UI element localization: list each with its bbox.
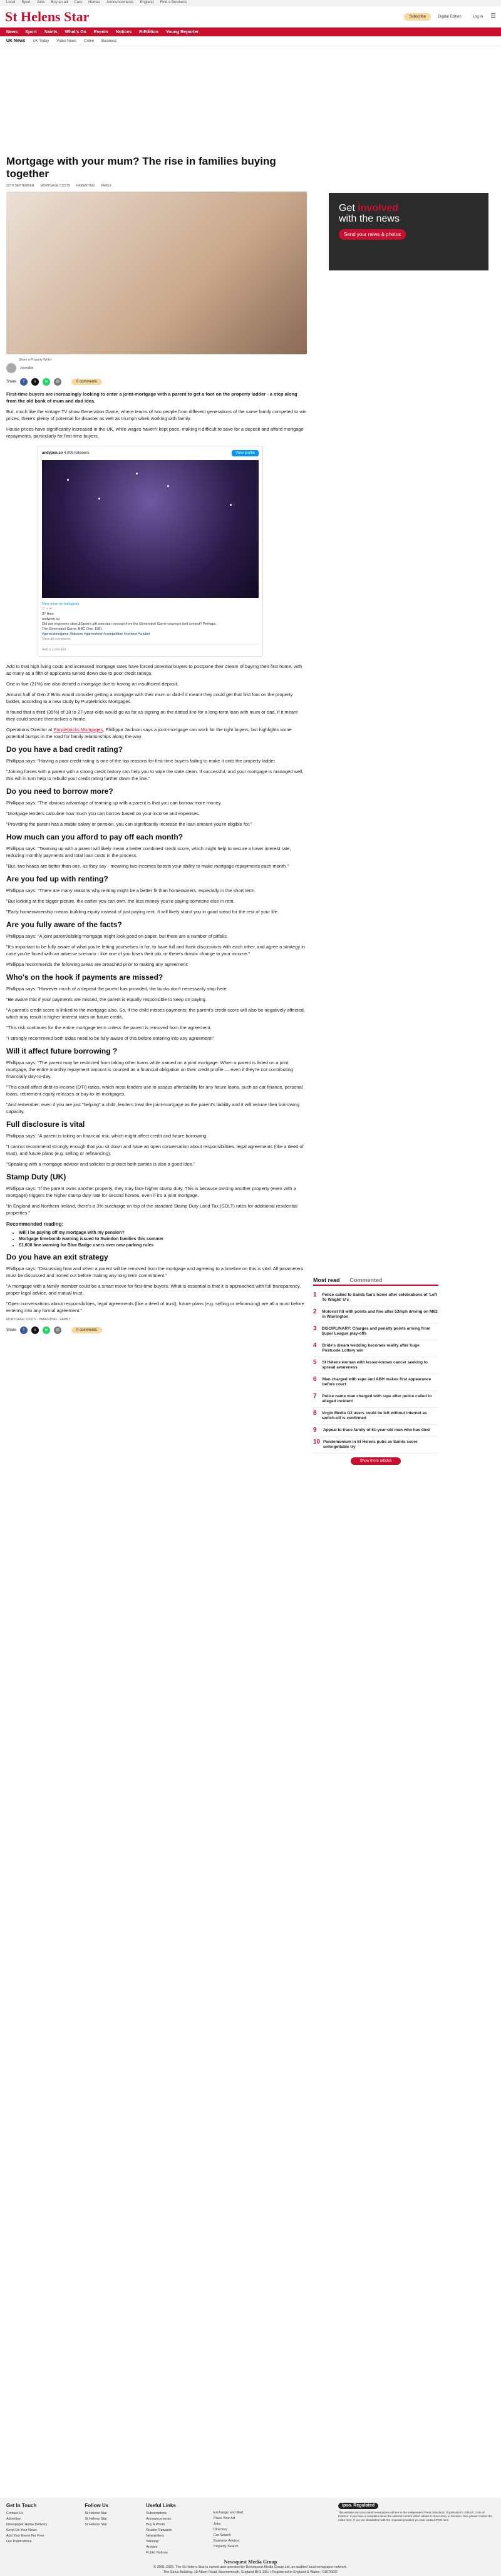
article-meta: [6, 184, 307, 188]
paragraph: Phillippa says: "The parent may be restricted from taking other loans while named on a joint mortgage. When a parent is listed on a joint mortgage, the entire monthly repayment amount is counted as a financial obligation on their credit profile — even if they're not contributing financially day-to-day.: [6, 1060, 293, 1079]
footer-link[interactable]: Exchange and Mart: [213, 2511, 244, 2515]
newsquest-logo[interactable]: Newsquest Media Group: [224, 2559, 277, 2565]
paragraph: "Open conversations about responsibilities, legal agreements (like a deed of trust), future plans (e.g. selling or refinancing) are all a must before entering into any formal agreement.": [6, 1301, 304, 1313]
footer-link[interactable]: Directory: [213, 2528, 227, 2532]
send-news-promo: Get involved with the news Send your news & photos: [329, 193, 488, 270]
paragraph: "Joining forces with a parent with a strong credit history can help you to wipe the slate clean. If successful, and your mortgage is managed well, this will in turn help to rebuild your credit rating further down the line.": [6, 769, 304, 781]
whatsapp-icon[interactable]: w: [43, 1326, 50, 1334]
most-read-item[interactable]: [313, 1340, 438, 1357]
most-read-title[interactable]: DISCIPLINARY: Charges and penalty points arising from Super League play-offs: [321, 1326, 431, 1336]
paragraph: Operations Director at Purplebricks Mortgages, Phillippa Jackson says a joint-mortgage can work for the right buyers, but highlights some potential bumps in the road for family relationships along the way.: [6, 727, 292, 739]
recommended-link[interactable]: • £1,600 fine warning for Blue Badge users over new parking rules: [19, 1243, 307, 1248]
footer-col-follow: [85, 2503, 108, 2556]
x-icon[interactable]: x: [31, 378, 39, 386]
sub-nav-item[interactable]: Business: [101, 39, 117, 43]
subheading: Who's on the hook if payments are missed?: [6, 973, 163, 982]
footer-link[interactable]: Car Search: [213, 2533, 231, 2537]
tag[interactable]: FAMILY: [59, 1318, 71, 1321]
nav-item[interactable]: Events: [93, 29, 108, 34]
most-read-item[interactable]: [313, 1408, 438, 1425]
most-read-title[interactable]: Motorist hit with points and fine after 53mph driving on M62 in Warrington: [322, 1310, 438, 1319]
ipso-block: [338, 2503, 495, 2556]
paragraph: "A parent's credit score is linked to the mortgage also. So, if the child misses payments, the parent's credit score will also be negatively affected, which may result in higher interest rates on future credit.: [6, 1007, 305, 1020]
share-label: Share: [6, 380, 17, 384]
paragraph: Phillippa says: "Discussing how and when a parent will be removed from the mortgage and agreeing to a timeline on this is vital. All parameters must be discussed and ironed out before making any long term commitment.": [6, 1266, 304, 1278]
author-name[interactable]: Journalist: [20, 366, 34, 370]
tag[interactable]: MORTGAGE COSTS: [40, 184, 71, 188]
topbar-link[interactable]: Homes: [88, 1, 101, 4]
most-read-item[interactable]: [313, 1357, 438, 1374]
most-read-title[interactable]: St Helens woman with lesser-known cancer seeking to spread awareness: [322, 1360, 428, 1370]
footer-link[interactable]: Sitemap: [146, 2540, 159, 2543]
footer-link[interactable]: St Helens Star: [85, 2517, 107, 2521]
most-read-item[interactable]: [313, 1290, 438, 1306]
tab-most-read[interactable]: Most read: [313, 1277, 340, 1283]
rank-number: 4: [313, 1342, 317, 1349]
subheading: Do you need to borrow more?: [6, 787, 113, 796]
top-utility-bar: [0, 0, 501, 6]
footer-link[interactable]: Property Search: [213, 2545, 239, 2548]
whatsapp-icon[interactable]: w: [43, 378, 50, 386]
most-read-item[interactable]: [313, 1425, 438, 1437]
most-read-title[interactable]: Pandemonium in St Helens pubs as Saints score unforgettable try: [323, 1440, 418, 1449]
add-comment-input[interactable]: Add a comment...: [42, 644, 259, 652]
paragraph: It found that a third (35%) of 18 to 27-year-olds would go as far as signing on the dotted line for a long-term loan with mum or dad, if it meant they could secure themselves a home.: [6, 709, 298, 722]
paragraph: Phillippa says: "A joint parent/sibling mortgage might look good on paper, but there are a number of pitfalls.: [6, 933, 229, 939]
show-more-button[interactable]: Show more articles: [351, 1457, 401, 1465]
rank-number: 1: [313, 1291, 317, 1298]
comments-button[interactable]: 0 comments: [71, 379, 102, 385]
footer-col-links: [146, 2503, 176, 2556]
digital-edition-button[interactable]: Digital Edition: [438, 14, 462, 19]
footer-col-contact: [6, 2503, 47, 2556]
footer-heading: Useful Links: [146, 2503, 176, 2508]
most-read-title[interactable]: Virgin Media O2 users could be left without internet as switch-off is confirmed: [321, 1411, 427, 1420]
subheading: Do you have an exit strategy: [6, 1253, 108, 1261]
topbar-link[interactable]: Jobs: [36, 1, 45, 4]
paragraph: Add to that high living costs and increased mortgage rates have forced potential buyers to postpone their dream of buying their first home, with as many as a fifth of applicants turned down due to poor credit ratings.: [6, 664, 302, 676]
most-read-list: [313, 1290, 438, 1454]
paragraph: "And remember, even if you are just "helping" a child, lenders treat the joint-mortgage as the parent's liability and it will reduce their borrowing capacity.: [6, 1102, 299, 1114]
instagram-likes: 37 likes: [42, 612, 54, 616]
paragraph: "It's important to be fully aware of what you're letting yourselves in for, to have full and frank discussions with each other, and agree a strategy in case you're faced with an adverse scenario - like one of you loses their job, or there's drastic change to your income.": [6, 944, 306, 957]
instagram-hashtags[interactable]: #generationgame #bbcone #gameshow #competition #contest #cricket: [42, 632, 150, 636]
paragraph: "A mortgage with a family member could be a smart move for first-time buyers. What is essential is that it is approached with full transparency, proper legal advice, and mutual trust.: [6, 1283, 301, 1296]
most-read-item[interactable]: [313, 1323, 438, 1340]
email-icon[interactable]: @: [54, 378, 61, 386]
topbar-link[interactable]: Local: [6, 1, 16, 4]
footer-link[interactable]: St Helens Star: [85, 2523, 107, 2527]
recommended-link[interactable]: • Will I be paying off my mortgage with my pension?: [19, 1231, 307, 1235]
paragraph: "I cannot recommend strongly enough that you sit down and have an open conversation about responsibilities, legal agreements (like a deed of trust), and future plans (e.g. selling or refinancing).: [6, 1144, 304, 1156]
view-more-link[interactable]: View more on Instagram: [42, 602, 80, 606]
paragraph: "Speaking with a mortgage advisor and solicitor to protect both parties is also a good idea.": [6, 1161, 195, 1167]
section-title[interactable]: UK News: [6, 39, 26, 43]
paragraph: But, much like the vintage TV show Generation Game, where teams of two people from different generations of the same family competed to win prizes, there's plenty of potential for disaster as well as triumph when working with family.: [6, 409, 307, 421]
paragraph: Phillippa says: "There are many reasons why renting might be a better fit than homeowners, especially in the short term.: [6, 888, 256, 893]
paragraph: "Mortgage lenders calculate how much you can borrow based on your income and expenses.: [6, 811, 200, 816]
sub-nav-item[interactable]: Video News: [56, 39, 77, 43]
paragraph: "Providing the parent has a stable salary or pension, you can significantly increase the loan amount you're eligible for.": [6, 821, 252, 827]
paragraph: "But looking at the bigger picture, the earlier you can own, the less money you're paying someone else in rent.: [6, 898, 235, 904]
subheading: Are you fully aware of the facts?: [6, 920, 122, 929]
topbar-link[interactable]: Find a Business: [160, 1, 187, 4]
purplebricks-link[interactable]: Purplebricks Mortgages: [53, 727, 103, 732]
rank-number: 10: [313, 1439, 321, 1445]
footer-link[interactable]: Place Your Ad: [213, 2517, 235, 2520]
most-read-item[interactable]: [313, 1374, 438, 1391]
share-label: Share: [6, 1328, 17, 1332]
share-bar: [6, 378, 307, 386]
most-read-title[interactable]: Bride's dream wedding becomes reality after huge Postcode Lottery win: [322, 1343, 420, 1353]
lead-paragraph: First-time buyers are increasingly looking to enter a joint-mortgage with a parent to get a foot on the property ladder - a step along from the old bank of mum and dad idea.: [6, 391, 297, 404]
footer-bottom: [6, 2560, 495, 2575]
tag[interactable]: FAMILY: [100, 184, 112, 188]
topbar-link[interactable]: England: [140, 1, 154, 4]
paragraph: "Early homeownership means building equity instead of just paying rent. It will likely stand you in good stead for the rest of your life.: [6, 909, 279, 915]
paragraph: Phillippa says: "Teaming up with a parent will likely mean a better combined credit score, which might help to secure a lower interest rate, reducing monthly payments and total loan costs in the process.: [6, 846, 291, 858]
nav-item[interactable]: Notices: [115, 29, 132, 34]
author-block: [6, 363, 307, 373]
avatar: [6, 363, 16, 373]
paragraph: Phillippa says: "The obvious advantage of teaming up with a parent is that you can borrow more money.: [6, 800, 222, 806]
tag[interactable]: PARENTING: [76, 184, 95, 188]
footer-link[interactable]: Contact Us: [6, 2512, 24, 2515]
sub-nav: [0, 36, 501, 46]
main-nav: [0, 28, 501, 36]
footer-link[interactable]: Public Notices: [146, 2551, 168, 2555]
nav-item[interactable]: What's On: [65, 29, 86, 34]
most-read-item[interactable]: [313, 1391, 438, 1408]
paragraph: One in five (21%) are also denied a mortgage due to having an insufficient deposit.: [6, 681, 178, 687]
instagram-followers: 4,009 followers: [64, 451, 90, 455]
footer-link[interactable]: St Helens Star: [85, 2512, 107, 2515]
instagram-handle[interactable]: andypen.co: [42, 451, 63, 455]
footer-link[interactable]: Add Your Event For Free: [6, 2534, 44, 2538]
rank-number: 6: [313, 1376, 317, 1383]
paragraph: Phillippa says: "Having a poor credit rating is one of the top reasons for first-time buyers failing to make it onto the property ladder.: [6, 758, 276, 764]
rank-number: 7: [313, 1393, 317, 1400]
rank-number: 5: [313, 1359, 317, 1366]
subheading: Will it affect future borrowing ?: [6, 1047, 118, 1055]
topbar-link[interactable]: Sport: [21, 1, 31, 4]
facebook-icon[interactable]: f: [20, 1326, 28, 1334]
recommended-title: Recommended reading:: [6, 1221, 64, 1227]
nav-item[interactable]: News: [6, 29, 18, 34]
paragraph: "This risk continues for the entire mortgage term unless the parent is removed from the agreement.: [6, 1025, 212, 1030]
footer: [0, 2498, 501, 2576]
tab-commented[interactable]: Commented: [349, 1277, 383, 1283]
header-actions: [404, 13, 496, 21]
paragraph: "This could affect debt-to-income (DTI) ratios, which most lenders use to assess affordability for any future loans, such as car finance, personal loans, retirement equity releases or buy-to-let mortgages.: [6, 1084, 303, 1097]
hero-image: [6, 192, 307, 362]
tag[interactable]: MORTGAGE COSTS: [6, 1318, 36, 1321]
instagram-embed: [38, 446, 263, 657]
menu-icon[interactable]: ☰: [490, 13, 496, 20]
most-read-title[interactable]: Police name man charged with rape after police called to alleged incident: [322, 1394, 432, 1403]
nav-item[interactable]: Sport: [25, 29, 37, 34]
recommended-link[interactable]: • Mortgage timebomb warning issued to Swindon families this summer: [19, 1237, 307, 1241]
footer-link[interactable]: Announcements: [146, 2517, 171, 2521]
subheading: How much can you afford to pay off each month?: [6, 833, 183, 841]
paragraph: Phillippa says: "If the parent owns another property, they may face higher stamp duty. This is because owning another property (even with a mortgage) triggers the higher stamp duty rate for second homes, even if it's a joint mortgage.: [6, 1186, 296, 1198]
share-bar-bottom: [6, 1326, 307, 1334]
topbar-link[interactable]: Buy an ad: [51, 1, 68, 4]
footer-heading: Follow Us: [85, 2503, 109, 2508]
instagram-caption: The Generation Game, BBC One, 1981.: [42, 627, 103, 631]
facebook-icon[interactable]: f: [20, 378, 28, 386]
paragraph: Phillippa recommends the following areas are broached prior to making any agreement:: [6, 962, 189, 967]
rank-number: 9: [313, 1427, 317, 1434]
footer-heading: Get In Touch: [6, 2503, 37, 2508]
footer-link[interactable]: Newsletters: [146, 2534, 164, 2538]
article-tags: MORTGAGE COSTS · PARENTING · FAMILY: [6, 1318, 71, 1321]
footer-link[interactable]: Subscriptions: [146, 2512, 167, 2515]
subscribe-button[interactable]: Subscribe: [404, 13, 431, 21]
paragraph: Phillippa says: "However much of a deposit the parent has provided, the bucks don't necessarily stop here.: [6, 986, 228, 992]
topbar-link[interactable]: Announcements: [106, 1, 134, 4]
view-profile-button[interactable]: View profile: [232, 450, 259, 456]
masthead: [0, 6, 501, 28]
paragraph: Phillippa says: "A parent is taking on financial risk, which might affect credit and future borrowing.: [6, 1133, 208, 1139]
article-date: 20TH SEPTEMBER: [6, 184, 34, 188]
site-logo[interactable]: St Helens Star: [5, 8, 90, 24]
most-read-item[interactable]: [313, 1306, 438, 1323]
footer-link[interactable]: Newspaper Home Delivery: [6, 2523, 48, 2527]
paragraph: "Be aware that if your payments are missed, the parent is equally responsible to keep on paying.: [6, 997, 207, 1002]
article: [6, 155, 307, 1339]
nav-item[interactable]: E-Edition: [139, 29, 158, 34]
topbar-link[interactable]: Cars: [74, 1, 83, 4]
paragraph: House prices have significantly increased in the UK, while wages haven't kept pace, making it difficult to save for a deposit and afford mortgage repayments, particularly for first-time buyers.: [6, 426, 304, 439]
subheading: Are you fed up with renting?: [6, 875, 108, 883]
footer-link[interactable]: Send Us Your News: [6, 2528, 37, 2532]
ipso-text: This website and associated newspapers adhere to the Independent Press Standards Organisation's Editors' Code of Practice. If you have a complaint about the editorial content which relates to inaccuracy or intrusion, then please contact the editor here. If you are dissatisfied with the response provided you can contact IPSO here: [338, 2511, 492, 2522]
instagram-header: [42, 450, 259, 456]
paragraph: "I strongly recommend both sides need to be fully aware of this before entering into any agreement!": [6, 1035, 215, 1041]
email-icon[interactable]: @: [54, 1326, 61, 1334]
rank-number: 3: [313, 1325, 317, 1332]
rank-number: 8: [313, 1410, 317, 1417]
image-caption: Share a Property Writer: [19, 358, 52, 362]
sub-nav-item[interactable]: UK Today: [33, 39, 49, 43]
subheading: Do you have a bad credit rating?: [6, 745, 123, 754]
footer-link[interactable]: Business Advisor: [213, 2539, 240, 2543]
send-news-button[interactable]: Send your news & photos: [339, 229, 406, 240]
paragraph: Around half of Gen Z Brits would consider getting a mortgage with their mum or dad-if it meant they could get that first foot on the property ladder, according to a new study by Purplebricks Mortgages.: [6, 692, 293, 704]
most-read-title[interactable]: Man charged with rape and ABH makes first appearance before court: [322, 1377, 431, 1387]
footer-link[interactable]: Our Publications: [6, 2540, 32, 2543]
paragraph: "But, two heads are better than one, as they say - meaning two incomes boosts your ability to make mortgage repayments each month.": [6, 863, 289, 869]
footer-col-links-2: [214, 2503, 244, 2556]
instagram-user[interactable]: andypen.co: [42, 617, 60, 621]
nav-item[interactable]: Saints: [44, 29, 58, 34]
recommended-list: [19, 1231, 307, 1248]
subheading: Stamp Duty (UK): [6, 1173, 66, 1181]
copyright: © 2001-2025. The St Helens Star is owned and operated by Newsquest Media Group Ltd, an audited local newspaper network.: [153, 2565, 348, 2569]
instagram-caption: Did our engineers steal &Open's gift selection concept from the Generation Game conveyor belt contest? Perhaps.: [42, 622, 217, 626]
footer-link[interactable]: Archive: [146, 2545, 158, 2549]
ipso-badge[interactable]: ipso. Regulated: [338, 2503, 378, 2509]
login-button[interactable]: Log in: [472, 14, 483, 19]
footer-link[interactable]: Jobs: [213, 2522, 221, 2526]
address: The Sirius Building, 10 Albert Road, Bournemouth, England BH1 1BU | Registered in England & Wales | 01676637: [163, 2570, 338, 2574]
footer-link[interactable]: Reader Rewards: [146, 2528, 172, 2532]
most-read-title[interactable]: Police called to Saints fan's home after celebrations of 'Left To Wright' U's: [322, 1293, 437, 1302]
view-comments-link[interactable]: View all comments: [42, 637, 71, 641]
most-read-item[interactable]: [313, 1437, 438, 1454]
nav-item[interactable]: Young Reporter: [165, 29, 199, 34]
paragraph: "In England and Northern Ireland, there's a 3% surcharge on top of the standard Stamp Duty Land Tax (SDLT) rates for additional residential properties.": [6, 1203, 297, 1216]
article-headline: Mortgage with your mum? The rise in families buying together: [6, 155, 276, 180]
promo-highlight: involved: [358, 203, 399, 213]
most-read-title[interactable]: Appeal to trace family of 81-year-old man who has died: [323, 1428, 430, 1432]
comments-button[interactable]: 0 comments: [71, 1327, 102, 1333]
tag[interactable]: PARENTING: [39, 1318, 57, 1321]
rank-number: 2: [313, 1308, 317, 1315]
most-read: [313, 1277, 438, 1469]
sub-nav-item[interactable]: Crime: [84, 39, 95, 43]
instagram-image[interactable]: [42, 460, 259, 598]
footer-link[interactable]: Buy A Photo: [146, 2523, 165, 2527]
subheading: Full disclosure is vital: [6, 1120, 85, 1129]
footer-link[interactable]: Advertise: [6, 2517, 21, 2521]
x-icon[interactable]: x: [31, 1326, 39, 1334]
instagram-actions[interactable]: ♡ ○ ➢: [42, 607, 52, 611]
sidebar: [329, 155, 488, 270]
